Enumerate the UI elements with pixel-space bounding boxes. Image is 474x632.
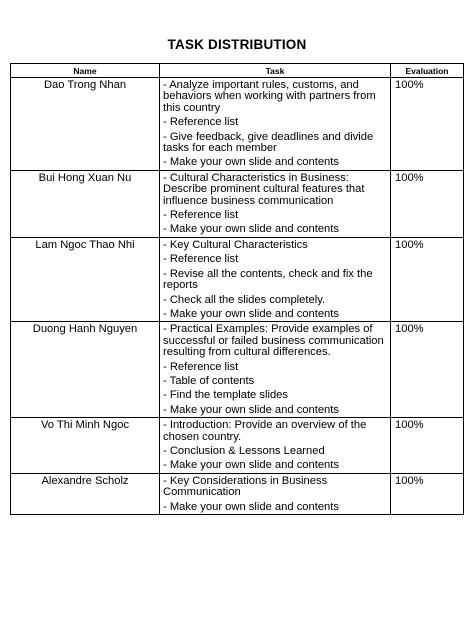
member-name: Alexandre Scholz [11, 473, 160, 514]
task-item: - Table of contents [163, 374, 255, 387]
member-name: Dao Trong Nhan [11, 78, 160, 171]
task-item: - Key Cultural Characteristics [163, 238, 308, 251]
task-item: - Make your own slide and contents [163, 403, 339, 416]
table-row [11, 322, 464, 418]
task-item: - Reference list [163, 360, 239, 373]
evaluation-value: 100% [391, 170, 464, 237]
task-item: - Reference list [163, 116, 239, 129]
table-row [11, 418, 464, 474]
task-item: - Key Considerations in Business Communication [163, 474, 328, 499]
task-cell [160, 170, 391, 237]
table-body [11, 78, 464, 515]
task-cell [160, 473, 391, 514]
member-name: Vo Thi Minh Ngoc [11, 418, 160, 474]
task-item: - Practical Examples: Provide examples of successful or failed business communication resulting from cultural differences. [163, 323, 384, 359]
task-item: - Introduction: Provide an overview of the chosen country. [163, 419, 367, 443]
evaluation-value: 100% [391, 78, 464, 171]
evaluation-value: 100% [391, 473, 464, 514]
task-item: - Make your own slide and contents [163, 459, 339, 472]
table-row [11, 237, 464, 321]
task-item: - Revise all the contents, check and fix the reports [163, 267, 373, 292]
task-cell [160, 322, 391, 418]
evaluation-value: 100% [391, 237, 464, 321]
task-item: - Make your own slide and contents [163, 223, 339, 236]
table-row [11, 170, 464, 237]
member-name: Lam Ngoc Thao Nhi [11, 237, 160, 321]
task-item: - Reference list [163, 209, 239, 222]
task-item: - Make your own slide and contents [163, 307, 339, 320]
task-distribution-table [10, 63, 464, 515]
task-item: - Cultural Characteristics in Business: Describe prominent cultural features that influence business communication [163, 171, 365, 207]
task-item: - Give feedback, give deadlines and divide tasks for each member [163, 130, 374, 155]
evaluation-value: 100% [391, 322, 464, 418]
document-title: TASK DISTRIBUTION [167, 37, 307, 52]
task-cell [160, 237, 391, 321]
task-item: - Reference list [163, 253, 239, 266]
task-cell [160, 418, 391, 474]
task-item: - Make your own slide and contents [163, 156, 339, 169]
task-item: - Check all the slides completely. [163, 293, 326, 306]
task-item: - Find the template slides [163, 389, 288, 402]
table-header-row [11, 64, 464, 78]
task-item: - Analyze important rules, customs, and behaviors when working with partners from this country [163, 79, 376, 114]
header-task: Task [160, 64, 391, 78]
header-evaluation: Evaluation [391, 64, 464, 78]
member-name: Duong Hanh Nguyen [11, 322, 160, 418]
member-name: Bui Hong Xuan Nu [11, 170, 160, 237]
header-name: Name [11, 64, 160, 78]
table-row [11, 78, 464, 171]
evaluation-value: 100% [391, 418, 464, 474]
task-item: - Make your own slide and contents [163, 500, 339, 513]
table-row [11, 473, 464, 514]
task-cell [160, 78, 391, 171]
task-item: - Conclusion & Lessons Learned [163, 444, 325, 457]
